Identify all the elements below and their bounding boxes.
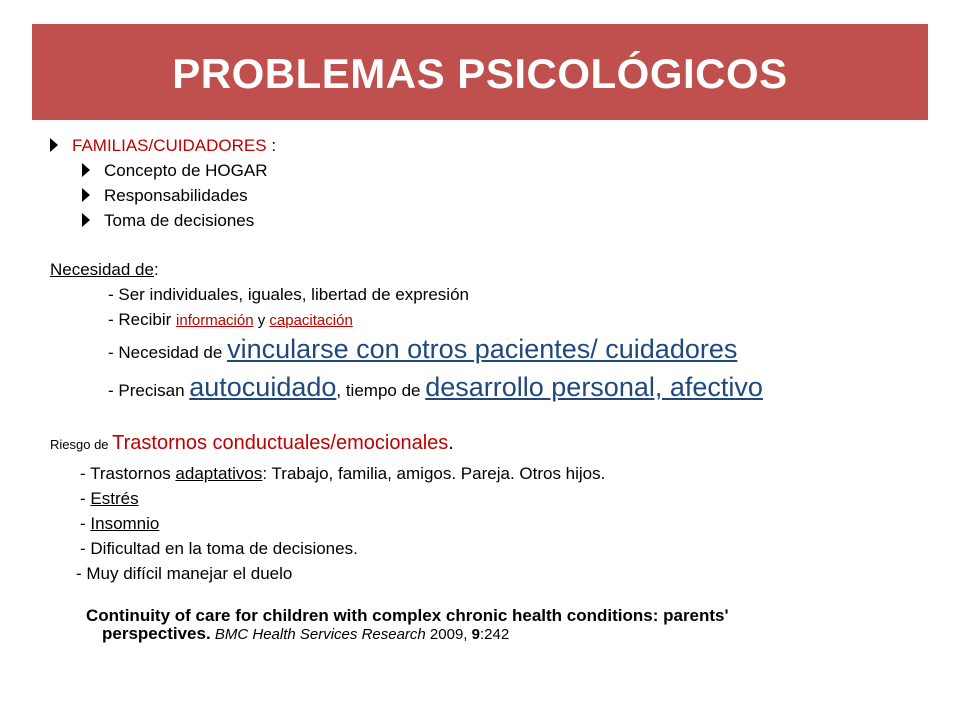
riesgo-heading-line <box>50 432 454 455</box>
necesidad-line-2 <box>108 310 353 330</box>
necesidad-line-3 <box>108 334 737 365</box>
familias-heading: FAMILIAS/CUIDADORES <box>72 136 267 155</box>
necesidad-heading-line <box>50 260 159 280</box>
triangle-bullet-icon <box>82 188 90 202</box>
citation-perspectives: perspectives. <box>102 624 211 643</box>
informacion-text: información <box>176 312 254 329</box>
trastornos-text: Trastornos conductuales/emocionales <box>112 432 449 454</box>
familias-item <box>82 161 267 181</box>
dash: - <box>80 489 91 508</box>
necesidad-line-1: - Ser individuales, iguales, libertad de expresión <box>108 285 469 304</box>
citation-line-1: Continuity of care for children with complex chronic health conditions: parents' <box>86 606 729 625</box>
necesidad-line-4-prefix: - Precisan <box>108 381 190 400</box>
triangle-bullet-icon <box>50 138 58 152</box>
familias-item <box>82 186 248 206</box>
riesgo-duelo-line: - Muy difícil manejar el duelo <box>76 564 293 583</box>
riesgo-estres-line <box>80 489 139 509</box>
riesgo-trastornos-colon: : <box>262 464 268 483</box>
necesidad-colon: : <box>153 260 159 279</box>
triangle-bullet-icon <box>82 213 90 227</box>
familias-item-label: Toma de decisiones <box>104 211 255 230</box>
necesidad-line-4 <box>108 372 763 403</box>
page-title: PROBLEMAS PSICOLÓGICOS <box>172 50 788 97</box>
citation-volume: 9 <box>471 626 480 643</box>
riesgo-prefix: Riesgo de <box>50 437 113 452</box>
citation-line-2 <box>102 624 509 644</box>
necesidad-line-4-mid: , tiempo de <box>336 381 426 400</box>
familias-suffix: : <box>266 136 277 155</box>
necesidad-line-3-prefix: - Necesidad de <box>108 343 228 362</box>
vincularse-text: vincularse con otros pacientes/ cuidadores <box>227 334 738 364</box>
autocuidado-text: autocuidado <box>189 372 337 402</box>
necesidad-line-2-prefix: - Recibir <box>108 310 177 329</box>
familias-item <box>82 211 254 231</box>
riesgo-trastornos-rest: Trabajo, familia, amigos. Pareja. Otros hijos. <box>267 464 606 483</box>
riesgo-dot: . <box>448 432 454 454</box>
riesgo-trastornos-line <box>80 464 605 484</box>
adaptativos-text: adaptativos <box>175 464 263 483</box>
necesidad-line-2-and: y <box>253 312 270 329</box>
citation-journal: BMC Health Services Research <box>210 626 426 643</box>
insomnio-text: Insomnio <box>90 514 160 533</box>
citation-page: :242 <box>479 626 510 643</box>
estres-text: Estrés <box>90 489 139 508</box>
citation-year: 2009, <box>425 626 472 643</box>
familias-heading-line <box>50 136 276 156</box>
riesgo-insomnio-line <box>80 514 159 534</box>
desarrollo-text: desarrollo personal, afectivo <box>425 372 763 402</box>
title-banner <box>32 24 928 120</box>
familias-item-label: Concepto de HOGAR <box>104 161 268 180</box>
riesgo-dificultad-line: - Dificultad en la toma de decisiones. <box>80 539 358 558</box>
riesgo-trastornos-prefix: - Trastornos <box>80 464 176 483</box>
familias-item-label: Responsabilidades <box>104 186 248 205</box>
necesidad-heading: Necesidad de <box>50 260 154 279</box>
capacitacion-text: capacitación <box>269 312 353 329</box>
triangle-bullet-icon <box>82 163 90 177</box>
dash: - <box>80 514 91 533</box>
